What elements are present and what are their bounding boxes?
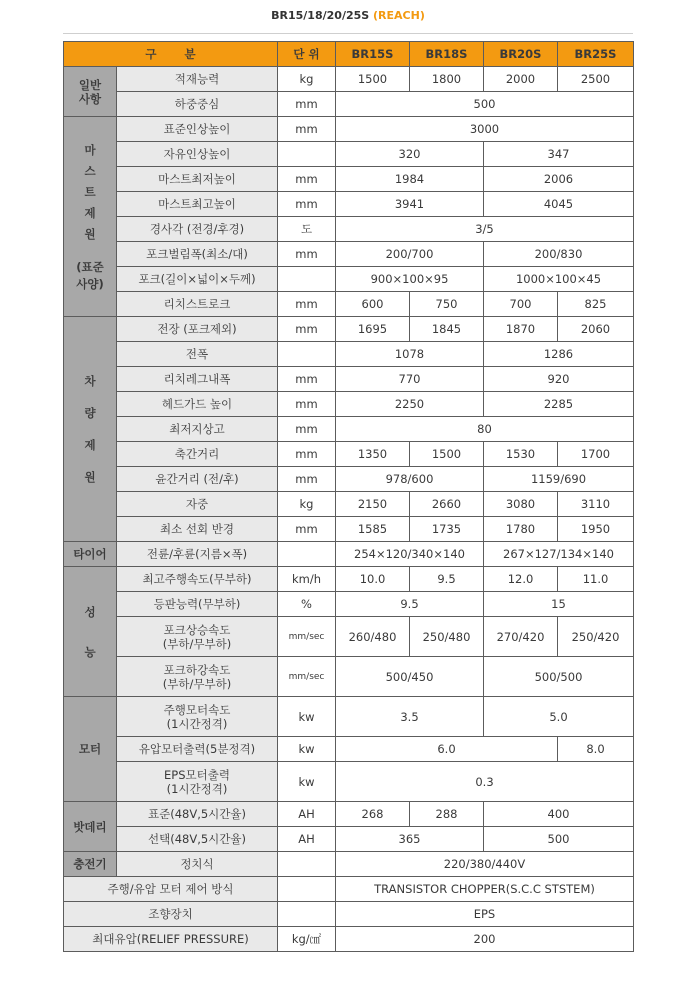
row-unit: kg (278, 67, 336, 92)
row-unit: mm (278, 117, 336, 142)
row-label: 주행모터속도 (1시간정격) (117, 697, 278, 737)
row-value: 1159/690 (484, 467, 634, 492)
table-row (64, 242, 634, 267)
table-row (64, 292, 634, 317)
row-value: 3080 (484, 492, 558, 517)
row-value: 1286 (484, 342, 634, 367)
row-value: 1800 (410, 67, 484, 92)
table-row (64, 167, 634, 192)
row-value: 1500 (410, 442, 484, 467)
table-row (64, 737, 634, 762)
row-value: 500 (336, 92, 634, 117)
table-row (64, 317, 634, 342)
row-value: 0.3 (336, 762, 634, 802)
row-value: 700 (484, 292, 558, 317)
row-unit: mm (278, 417, 336, 442)
row-unit: mm (278, 367, 336, 392)
table-row (64, 877, 634, 902)
row-value: 1695 (336, 317, 410, 342)
row-value: 3941 (336, 192, 484, 217)
row-value: 200 (336, 927, 634, 952)
row-unit (278, 267, 336, 292)
title-model: BR15/18/20/25S (271, 9, 370, 22)
table-row (64, 617, 634, 657)
table-row (64, 67, 634, 92)
table-row (64, 367, 634, 392)
row-value: 80 (336, 417, 634, 442)
row-label: 전폭 (117, 342, 278, 367)
row-value: 1500 (336, 67, 410, 92)
title-accent: (REACH) (373, 9, 425, 22)
row-unit (278, 142, 336, 167)
row-label: 헤드가드 높이 (117, 392, 278, 417)
row-value: 8.0 (558, 737, 634, 762)
row-unit: mm (278, 442, 336, 467)
row-value: 2060 (558, 317, 634, 342)
row-value: 268 (336, 802, 410, 827)
row-value: 1530 (484, 442, 558, 467)
row-unit: % (278, 592, 336, 617)
table-row (64, 392, 634, 417)
table-row (64, 117, 634, 142)
table-row (64, 467, 634, 492)
group-performance: 성능 (64, 567, 117, 697)
table-row (64, 852, 634, 877)
row-unit: km/h (278, 567, 336, 592)
row-value: 260/480 (336, 617, 410, 657)
row-value: 3110 (558, 492, 634, 517)
row-value: 1735 (410, 517, 484, 542)
row-label: 전장 (포크제외) (117, 317, 278, 342)
row-unit (278, 852, 336, 877)
row-value: 15 (484, 592, 634, 617)
row-value: 12.0 (484, 567, 558, 592)
table-row (64, 657, 634, 697)
row-value: 1870 (484, 317, 558, 342)
row-value: 11.0 (558, 567, 634, 592)
table-row (64, 267, 634, 292)
row-label: 마스트최저높이 (117, 167, 278, 192)
header-model: BR20S (484, 42, 558, 67)
row-unit: mm (278, 242, 336, 267)
row-label: 조향장치 (64, 902, 278, 927)
table-row (64, 192, 634, 217)
row-value: 1585 (336, 517, 410, 542)
row-value: 6.0 (336, 737, 558, 762)
row-value: 2006 (484, 167, 634, 192)
row-value: 220/380/440V (336, 852, 634, 877)
header-model: BR18S (410, 42, 484, 67)
header-model: BR15S (336, 42, 410, 67)
group-general: 일반사항 (64, 67, 117, 117)
row-label: 포크(길이×넓이×두께) (117, 267, 278, 292)
row-value: EPS (336, 902, 634, 927)
title-divider (63, 33, 633, 34)
row-value: 4045 (484, 192, 634, 217)
group-motor: 모터 (64, 697, 117, 802)
row-label: 포크벌림폭(최소/대) (117, 242, 278, 267)
row-value: 288 (410, 802, 484, 827)
row-label: 유압모터출력(5분정격) (117, 737, 278, 762)
row-unit (278, 542, 336, 567)
row-label: 윤간거리 (전/후) (117, 467, 278, 492)
row-unit: AH (278, 827, 336, 852)
row-value: 1984 (336, 167, 484, 192)
row-value: 1078 (336, 342, 484, 367)
header-category: 구 분 (64, 42, 278, 67)
row-value: 1845 (410, 317, 484, 342)
row-value: 900×100×95 (336, 267, 484, 292)
row-value: 9.5 (336, 592, 484, 617)
row-value: 2150 (336, 492, 410, 517)
row-label: 하중중심 (117, 92, 278, 117)
table-row (64, 567, 634, 592)
row-label: 최대유압(RELIEF PRESSURE) (64, 927, 278, 952)
row-label: 주행/유압 모터 제어 방식 (64, 877, 278, 902)
row-label: 마스트최고높이 (117, 192, 278, 217)
row-value: 1000×100×45 (484, 267, 634, 292)
row-value: 600 (336, 292, 410, 317)
row-label: 정치식 (117, 852, 278, 877)
row-label: 최저지상고 (117, 417, 278, 442)
row-value: 1350 (336, 442, 410, 467)
row-value: 200/700 (336, 242, 484, 267)
row-value: 3.5 (336, 697, 484, 737)
row-unit: mm (278, 192, 336, 217)
table-row (64, 92, 634, 117)
row-label: 등판능력(무부하) (117, 592, 278, 617)
row-unit: kw (278, 697, 336, 737)
group-tire: 타이어 (64, 542, 117, 567)
row-value: 5.0 (484, 697, 634, 737)
row-unit: kw (278, 737, 336, 762)
row-value: 250/480 (410, 617, 484, 657)
row-unit (278, 902, 336, 927)
row-label: 표준(48V,5시간율) (117, 802, 278, 827)
row-label: 표준인상높이 (117, 117, 278, 142)
row-value: 1700 (558, 442, 634, 467)
table-row (64, 542, 634, 567)
row-label: 축간거리 (117, 442, 278, 467)
row-value: 825 (558, 292, 634, 317)
row-value: 270/420 (484, 617, 558, 657)
row-label: 최고주행속도(무부하) (117, 567, 278, 592)
row-unit (278, 342, 336, 367)
row-unit: mm (278, 167, 336, 192)
row-unit: mm (278, 92, 336, 117)
table-row (64, 902, 634, 927)
row-label: 자중 (117, 492, 278, 517)
row-value: 10.0 (336, 567, 410, 592)
row-value: 2500 (558, 67, 634, 92)
row-unit: mm (278, 517, 336, 542)
row-label: EPS모터출력 (1시간정격) (117, 762, 278, 802)
row-unit: mm/sec (278, 617, 336, 657)
row-value: 920 (484, 367, 634, 392)
row-value: 254×120/340×140 (336, 542, 484, 567)
table-row (64, 802, 634, 827)
table-row (64, 592, 634, 617)
row-value: 2250 (336, 392, 484, 417)
row-unit (278, 877, 336, 902)
row-label: 경사각 (전경/후경) (117, 217, 278, 242)
row-unit: 도 (278, 217, 336, 242)
row-value: 500 (484, 827, 634, 852)
row-unit: kg/㎠ (278, 927, 336, 952)
row-value: 250/420 (558, 617, 634, 657)
row-unit: kw (278, 762, 336, 802)
row-label: 포크상승속도 (부하/무부하) (117, 617, 278, 657)
row-unit: mm (278, 317, 336, 342)
row-unit: mm (278, 467, 336, 492)
row-value: 770 (336, 367, 484, 392)
row-label: 최소 선회 반경 (117, 517, 278, 542)
row-value: 267×127/134×140 (484, 542, 634, 567)
table-row (64, 417, 634, 442)
row-value: 320 (336, 142, 484, 167)
row-value: 400 (484, 802, 634, 827)
row-value: 200/830 (484, 242, 634, 267)
row-value: 347 (484, 142, 634, 167)
table-row (64, 217, 634, 242)
row-value: 365 (336, 827, 484, 852)
row-value: 500/450 (336, 657, 484, 697)
row-value: 3/5 (336, 217, 634, 242)
row-value: 500/500 (484, 657, 634, 697)
page-title (0, 9, 696, 22)
row-value: 750 (410, 292, 484, 317)
row-unit: mm/sec (278, 657, 336, 697)
header-model: BR25S (558, 42, 634, 67)
header-unit: 단 위 (278, 42, 336, 67)
row-value: 1950 (558, 517, 634, 542)
table-row (64, 442, 634, 467)
row-value: TRANSISTOR CHOPPER(S.C.C STSTEM) (336, 877, 634, 902)
table-row (64, 827, 634, 852)
header-row (64, 42, 634, 67)
row-label: 리치레그내폭 (117, 367, 278, 392)
row-label: 리치스트로크 (117, 292, 278, 317)
row-value: 2285 (484, 392, 634, 417)
group-mast: 마스트제원 (표준사양) (64, 117, 117, 317)
table-row (64, 517, 634, 542)
table-row (64, 927, 634, 952)
row-label: 자유인상높이 (117, 142, 278, 167)
row-label: 적재능력 (117, 67, 278, 92)
row-label: 선택(48V,5시간율) (117, 827, 278, 852)
row-unit: AH (278, 802, 336, 827)
group-mast-note: (표준사양) (76, 260, 104, 291)
row-unit: mm (278, 392, 336, 417)
table-row (64, 762, 634, 802)
row-value: 978/600 (336, 467, 484, 492)
table-row (64, 342, 634, 367)
row-value: 2660 (410, 492, 484, 517)
row-value: 9.5 (410, 567, 484, 592)
table-row (64, 492, 634, 517)
row-unit: mm (278, 292, 336, 317)
row-label: 포크하강속도 (부하/무부하) (117, 657, 278, 697)
row-label: 전륜/후륜(지름×폭) (117, 542, 278, 567)
spec-table (63, 41, 634, 952)
group-vehicle: 차량제원 (64, 317, 117, 542)
table-row (64, 142, 634, 167)
group-battery: 밧데리 (64, 802, 117, 852)
row-value: 2000 (484, 67, 558, 92)
group-charger: 충전기 (64, 852, 117, 877)
row-unit: kg (278, 492, 336, 517)
row-value: 3000 (336, 117, 634, 142)
row-value: 1780 (484, 517, 558, 542)
table-row (64, 697, 634, 737)
